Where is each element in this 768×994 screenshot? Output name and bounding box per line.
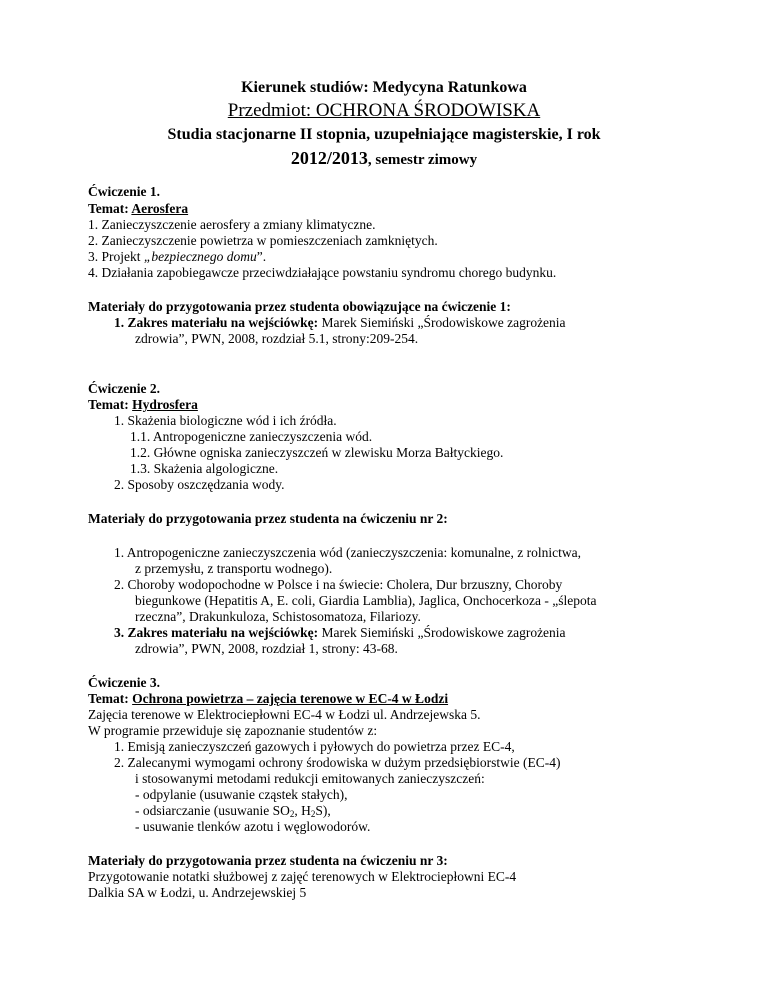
ex2-sub-1: 1.1. Antropogeniczne zanieczyszczenia wód. [130, 429, 373, 444]
header-line3: Studia stacjonarne II stopnia, uzupełniające magisterskie, I rok [167, 126, 601, 143]
header-subject: Przedmiot: OCHRONA ŚRODOWISKA [227, 100, 541, 121]
ex2-sub-2: 1.2. Główne ogniska zanieczyszczeń w zlewisku Morza Bałtyckiego. [130, 445, 504, 460]
ex3-dash-2-c: S), [315, 803, 331, 818]
ex1-topic [88, 201, 188, 217]
ex1-item-3 [88, 249, 266, 265]
ex2-material-3-label: 3. Zakres materiału na wejściówkę: [114, 625, 319, 640]
ex3-material-1: Przygotowanie notatki służbowej z zajęć terenowych w Elektrociepłowni EC-4 [88, 869, 517, 884]
ex3-dash-2-sub1: 2 [289, 809, 295, 819]
ex2-topic-name: Hydrosfera [132, 397, 198, 412]
ex2-material-2: 2. Choroby wodopochodne w Polsce i na świecie: Cholera, Dur brzuszny, Choroby [114, 577, 563, 592]
ex2-material-3 [114, 625, 566, 641]
ex3-materials-title: Materiały do przygotowania przez studenta na ćwiczeniu nr 3: [88, 853, 448, 868]
ex1-item-3-prefix: 3. Projekt [88, 249, 144, 264]
ex1-material-1-line2: zdrowia”, PWN, 2008, rozdział 5.1, strony:209-254. [135, 331, 419, 346]
ex3-dash-1: - odpylanie (usuwanie cząstek stałych), [135, 787, 348, 802]
ex3-paragraph-1: Zajęcia terenowe w Elektrociepłowni EC-4 w Łodzi ul. Andrzejewska 5. [88, 707, 481, 722]
ex1-item-3-italic: „bezpiecznego domu [143, 249, 257, 264]
ex1-item-2: 2. Zanieczyszczenie powietrza w pomieszczeniach zamkniętych. [88, 233, 438, 248]
ex3-material-2: Dalkia SA w Łodzi, u. Andrzejewskiej 5 [88, 885, 307, 900]
ex2-material-1-line2: z przemysłu, z transportu wodnego). [135, 561, 333, 576]
semester-text: , semestr zimowy [367, 152, 478, 168]
ex2-material-2-line2: biegunkowe (Hepatitis A, E. coli, Giardia Lamblia), Jaglica, Onchocerkoza - „ślepota [135, 593, 597, 608]
ex1-title: Ćwiczenie 1. [88, 184, 160, 199]
ex2-materials-title: Materiały do przygotowania przez studenta na ćwiczeniu nr 2: [88, 511, 448, 526]
ex3-dash-2-a: - odsiarczanie (usuwanie SO [135, 803, 290, 818]
ex2-sub-3: 1.3. Skażenia algologiczne. [130, 461, 279, 476]
ex3-item-1: 1. Emisją zanieczyszczeń gazowych i pyłowych do powietrza przez EC-4, [114, 739, 515, 754]
ex3-paragraph-2: W programie przewiduje się zapoznanie studentów z: [88, 723, 378, 738]
ex1-material-1-label: 1. Zakres materiału na wejściówkę: [114, 315, 319, 330]
ex3-topic-name: Ochrona powietrza – zajęcia terenowe w EC-4 w Łodzi [132, 691, 449, 706]
year-text: 2012/2013 [290, 148, 368, 168]
ex2-material-3-text: Marek Siemiński „Środowiskowe zagrożenia [318, 625, 566, 640]
ex3-item-2: 2. Zalecanymi wymogami ochrony środowiska w dużym przedsiębiorstwie (EC-4) [114, 755, 561, 770]
header-year [0, 147, 768, 171]
ex1-topic-label: Temat: [88, 201, 132, 216]
ex2-topic-label: Temat: [88, 397, 133, 412]
ex2-topic [88, 397, 198, 413]
ex1-item-3-suffix: ”. [256, 249, 267, 264]
ex3-dash-3: - usuwanie tlenków azotu i węglowodorów. [135, 819, 371, 834]
ex1-materials-title: Materiały do przygotowania przez studenta obowiązujące na ćwiczenie 1: [88, 299, 511, 314]
ex1-material-1 [114, 315, 566, 331]
ex2-material-2-line3: rzeczna”, Drakunkuloza, Schistosomatoza, Filariozy. [135, 609, 421, 624]
ex3-topic [88, 691, 448, 707]
ex2-item-1: 1. Skażenia biologiczne wód i ich źródła. [114, 413, 337, 428]
ex3-dash-2-b: , H [294, 803, 311, 818]
ex2-title: Ćwiczenie 2. [88, 381, 160, 396]
ex3-item-2-line2: i stosowanymi metodami redukcji emitowanych zanieczyszczeń: [135, 771, 485, 786]
ex1-material-1-text: Marek Siemiński „Środowiskowe zagrożenia [318, 315, 566, 330]
ex1-item-4: 4. Działania zapobiegawcze przeciwdziałające powstaniu syndromu chorego budynku. [88, 265, 557, 280]
ex1-topic-name: Aerosfera [131, 201, 189, 216]
ex3-dash-2-sub2: 2 [310, 809, 316, 819]
ex3-topic-label: Temat: [88, 691, 133, 706]
ex2-material-3-line2: zdrowia”, PWN, 2008, rozdział 1, strony: 43-68. [135, 641, 398, 656]
ex3-title: Ćwiczenie 3. [88, 675, 160, 690]
ex2-item-2: 2. Sposoby oszczędzania wody. [114, 477, 285, 492]
header-line1: Kierunek studiów: Medycyna Ratunkowa [241, 79, 527, 96]
ex1-item-1: 1. Zanieczyszczenie aerosfery a zmiany klimatyczne. [88, 217, 376, 232]
ex2-material-1: 1. Antropogeniczne zanieczyszczenia wód (zanieczyszczenia: komunalne, z rolnictwa, [114, 545, 582, 560]
